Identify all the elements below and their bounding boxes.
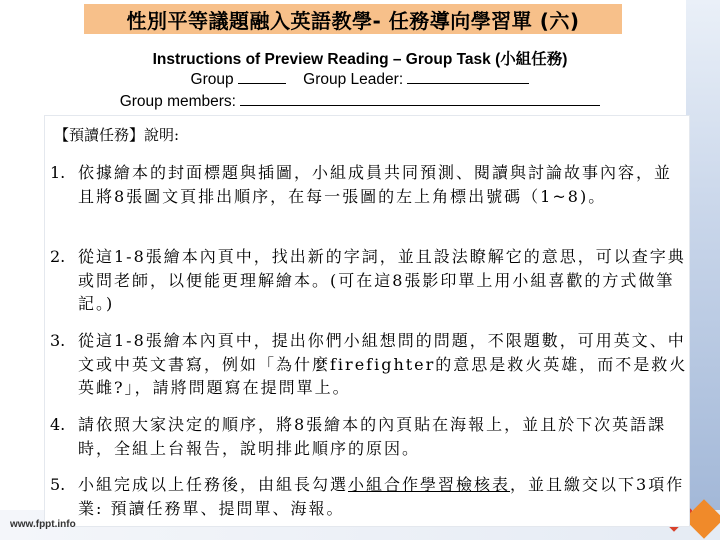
page-title: 性別平等議題融入英語教學- 任務導向學習單 (六) bbox=[84, 4, 622, 34]
footer-url: www.fppt.info bbox=[10, 519, 76, 530]
item-text: 從這1-8張繪本內頁中，提出你們小組想問的問題，不限題數，可用英文、中文或中英文書寫，例如「為什麼firefighter的意思是救火英雄，而不是救火英雌?」，請將問題寫在提問單上。 bbox=[78, 331, 688, 397]
panel-heading: 【預讀任務】說明: bbox=[54, 126, 180, 144]
item-text: 依據繪本的封面標題與插圖，小組成員共同預測、閱讀與討論故事內容，並且將8張圖文頁排出順序，在每一張圖的左上角標出號碼（1~8)。 bbox=[78, 163, 673, 206]
list-item bbox=[50, 245, 690, 316]
list-item bbox=[50, 329, 690, 400]
item-text-after: ，並且繳交以下3項作業: 預讀任務單、提問單、海報。 bbox=[78, 475, 685, 518]
item-text bbox=[78, 473, 688, 520]
group-blank[interactable] bbox=[238, 69, 286, 84]
group-members-label: Group members: bbox=[119, 93, 236, 110]
item-number: 3. bbox=[50, 331, 66, 350]
item-text-before: 小組完成以上任務後，由組長勾選 bbox=[78, 475, 349, 494]
list-item bbox=[50, 473, 690, 520]
item-number: 1. bbox=[50, 163, 66, 182]
list-item bbox=[50, 161, 690, 208]
members-line bbox=[0, 91, 720, 111]
item-number: 5. bbox=[50, 475, 66, 494]
group-line bbox=[0, 69, 720, 89]
item-text: 從這1-8張繪本內頁中，找出新的字詞，並且設法瞭解它的意思，可以查字典或問老師，以便能更理解繪本。(可在這8張影印單上用小組喜歡的方式做筆記。) bbox=[78, 247, 686, 313]
group-leader-blank[interactable] bbox=[407, 69, 529, 84]
item-number: 2. bbox=[50, 247, 66, 266]
item-text: 請依照大家決定的順序，將8張繪本的內頁貼在海報上，並且於下次英語課時，全組上台報告，說明排此順序的原因。 bbox=[78, 415, 667, 458]
list-item bbox=[50, 413, 690, 460]
group-members-blank[interactable] bbox=[240, 91, 600, 106]
instructions-text: Instructions of Preview Reading – Group Task (小組任務) bbox=[152, 51, 568, 68]
item-number: 4. bbox=[50, 415, 66, 434]
group-label: Group bbox=[190, 71, 234, 88]
group-leader-label: Group Leader: bbox=[303, 71, 404, 88]
instructions-line bbox=[0, 47, 720, 69]
checklist-link: 小組合作學習檢核表 bbox=[348, 475, 511, 494]
